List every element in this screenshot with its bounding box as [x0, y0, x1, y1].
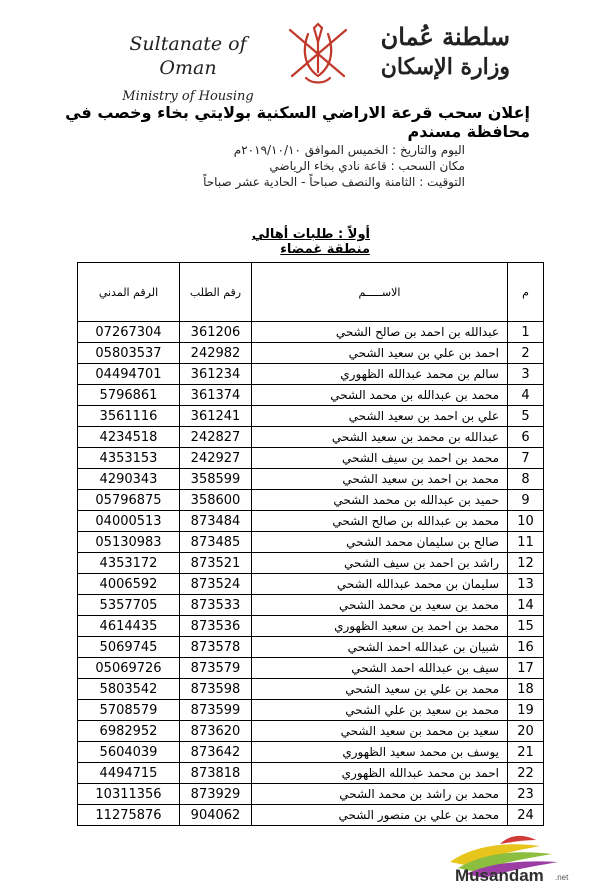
request-number-cell: 904062 [180, 805, 252, 826]
name-cell: محمد بن راشد بن محمد الشحي [252, 784, 508, 805]
header-civil-number: الرقم المدني [78, 263, 180, 322]
table-row [78, 700, 544, 721]
table-row [78, 721, 544, 742]
table-row [78, 448, 544, 469]
serial-cell: 13 [508, 574, 544, 595]
serial-cell: 19 [508, 700, 544, 721]
name-cell: محمد بن سعيد بن علي الشحي [252, 700, 508, 721]
table-row [78, 511, 544, 532]
ministry-name-ar: وزارة الإسكان [380, 54, 510, 80]
sultanate-name-en: Sultanate of Oman [129, 33, 247, 79]
table-row [78, 385, 544, 406]
table-row [78, 637, 544, 658]
request-number-cell: 873521 [180, 553, 252, 574]
serial-cell: 14 [508, 595, 544, 616]
civil-number-cell: 04000513 [78, 511, 180, 532]
table-header-row [78, 263, 544, 322]
table-row [78, 805, 544, 826]
name-cell: احمد بن محمد عبدالله الظهوري [252, 763, 508, 784]
serial-cell: 4 [508, 385, 544, 406]
serial-cell: 24 [508, 805, 544, 826]
header-request-number: رقم الطلب [180, 263, 252, 322]
request-number-cell: 873579 [180, 658, 252, 679]
request-number-cell: 873620 [180, 721, 252, 742]
table-row [78, 343, 544, 364]
table-row [78, 763, 544, 784]
serial-cell: 11 [508, 532, 544, 553]
name-cell: عبدالله بن محمد بن سعيد الشحي [252, 427, 508, 448]
request-number-cell: 242827 [180, 427, 252, 448]
request-number-cell: 873524 [180, 574, 252, 595]
header-serial: م [508, 263, 544, 322]
civil-number-cell: 6982952 [78, 721, 180, 742]
civil-number-cell: 4614435 [78, 616, 180, 637]
request-number-cell: 873642 [180, 742, 252, 763]
request-number-cell: 873536 [180, 616, 252, 637]
request-number-cell: 361241 [180, 406, 252, 427]
civil-number-cell: 4353153 [78, 448, 180, 469]
civil-number-cell: 4006592 [78, 574, 180, 595]
name-cell: محمد بن علي بن سعيد الشحي [252, 679, 508, 700]
draw-place: مكان السحب : قاعة نادي بخاء الرياضي [269, 159, 465, 173]
civil-number-cell: 3561116 [78, 406, 180, 427]
request-number-cell: 873929 [180, 784, 252, 805]
civil-number-cell: 05803537 [78, 343, 180, 364]
request-number-cell: 873485 [180, 532, 252, 553]
oman-emblem-icon [284, 22, 352, 88]
table-row [78, 406, 544, 427]
civil-number-cell: 05796875 [78, 490, 180, 511]
name-cell: علي بن احمد بن سعيد الشحي [252, 406, 508, 427]
serial-cell: 2 [508, 343, 544, 364]
serial-cell: 1 [508, 322, 544, 343]
ministry-header-arabic [380, 22, 510, 82]
draw-time: التوقيت : الثامنة والنصف صباحاً - الحادية عشر صباحاً [203, 175, 465, 189]
watermark-suffix: .net [555, 873, 569, 882]
request-number-cell: 873533 [180, 595, 252, 616]
applicants-table-body [78, 322, 544, 826]
request-number-cell: 361206 [180, 322, 252, 343]
civil-number-cell: 5069745 [78, 637, 180, 658]
serial-cell: 21 [508, 742, 544, 763]
draw-date: اليوم والتاريخ : الخميس الموافق ٢٠١٩/١٠/١٠م [233, 143, 465, 157]
serial-cell: 15 [508, 616, 544, 637]
table-row [78, 469, 544, 490]
civil-number-cell: 11275876 [78, 805, 180, 826]
name-cell: محمد بن سعيد بن محمد الشحي [252, 595, 508, 616]
announcement-title: إعلان سحب قرعة الاراضي السكنية بولايتي بخاء وخصب في محافظة مسندم [65, 103, 530, 141]
table-row [78, 490, 544, 511]
serial-cell: 18 [508, 679, 544, 700]
civil-number-cell: 4234518 [78, 427, 180, 448]
table-row [78, 616, 544, 637]
table-row [78, 364, 544, 385]
name-cell: محمد بن احمد بن سيف الشحي [252, 448, 508, 469]
serial-cell: 23 [508, 784, 544, 805]
name-cell: عبدالله بن احمد بن صالح الشحي [252, 322, 508, 343]
serial-cell: 20 [508, 721, 544, 742]
request-number-cell: 361234 [180, 364, 252, 385]
name-cell: محمد بن احمد بن سعيد الظهوري [252, 616, 508, 637]
table-row [78, 532, 544, 553]
request-number-cell: 242927 [180, 448, 252, 469]
ministry-header-english [118, 32, 258, 108]
serial-cell: 12 [508, 553, 544, 574]
name-cell: يوسف بن محمد سعيد الظهوري [252, 742, 508, 763]
table-row [78, 574, 544, 595]
civil-number-cell: 5604039 [78, 742, 180, 763]
name-cell: محمد بن احمد بن سعيد الشحي [252, 469, 508, 490]
name-cell: محمد بن علي بن منصور الشحي [252, 805, 508, 826]
civil-number-cell: 4353172 [78, 553, 180, 574]
name-cell: محمد بن عبدالله بن محمد الشحي [252, 385, 508, 406]
serial-cell: 8 [508, 469, 544, 490]
request-number-cell: 358599 [180, 469, 252, 490]
name-cell: راشد بن احمد بن سيف الشحي [252, 553, 508, 574]
applicants-table [77, 262, 544, 826]
table-row [78, 658, 544, 679]
serial-cell: 5 [508, 406, 544, 427]
draw-info [100, 142, 465, 190]
request-number-cell: 358600 [180, 490, 252, 511]
civil-number-cell: 07267304 [78, 322, 180, 343]
table-row [78, 784, 544, 805]
request-number-cell: 873818 [180, 763, 252, 784]
table-row [78, 427, 544, 448]
serial-cell: 7 [508, 448, 544, 469]
civil-number-cell: 5796861 [78, 385, 180, 406]
table-row [78, 553, 544, 574]
request-number-cell: 242982 [180, 343, 252, 364]
section-heading: أولاً : طلبات أهالي منطقة غمضاء [251, 227, 370, 257]
name-cell: سعيد بن محمد بن سعيد الشحي [252, 721, 508, 742]
name-cell: سالم بن محمد عبدالله الظهوري [252, 364, 508, 385]
name-cell: احمد بن علي بن سعيد الشحي [252, 343, 508, 364]
serial-cell: 17 [508, 658, 544, 679]
name-cell: صالح بن سليمان محمد الشحي [252, 532, 508, 553]
civil-number-cell: 5803542 [78, 679, 180, 700]
request-number-cell: 873598 [180, 679, 252, 700]
request-number-cell: 873578 [180, 637, 252, 658]
sultanate-name-ar: سلطنة عُمان [380, 22, 510, 51]
watermark-text: Musandam [455, 866, 544, 885]
civil-number-cell: 4494715 [78, 763, 180, 784]
table-row [78, 322, 544, 343]
name-cell: سيف بن عبدالله احمد الشحي [252, 658, 508, 679]
serial-cell: 22 [508, 763, 544, 784]
civil-number-cell: 10311356 [78, 784, 180, 805]
header-name: الاســـــم [252, 263, 508, 322]
name-cell: سليمان بن محمد عبدالله الشحي [252, 574, 508, 595]
civil-number-cell: 05130983 [78, 532, 180, 553]
name-cell: حميد بن عبدالله بن محمد الشحي [252, 490, 508, 511]
civil-number-cell: 05069726 [78, 658, 180, 679]
civil-number-cell: 5708579 [78, 700, 180, 721]
table-row [78, 679, 544, 700]
serial-cell: 9 [508, 490, 544, 511]
request-number-cell: 873599 [180, 700, 252, 721]
name-cell: محمد بن عبدالله بن صالح الشحي [252, 511, 508, 532]
name-cell: شبيان بن عبدالله احمد الشحي [252, 637, 508, 658]
request-number-cell: 873484 [180, 511, 252, 532]
request-number-cell: 361374 [180, 385, 252, 406]
serial-cell: 3 [508, 364, 544, 385]
civil-number-cell: 5357705 [78, 595, 180, 616]
ministry-name-en: Ministry of Housing [122, 89, 254, 104]
serial-cell: 6 [508, 427, 544, 448]
serial-cell: 10 [508, 511, 544, 532]
civil-number-cell: 4290343 [78, 469, 180, 490]
civil-number-cell: 04494701 [78, 364, 180, 385]
serial-cell: 16 [508, 637, 544, 658]
table-row [78, 742, 544, 763]
table-row [78, 595, 544, 616]
